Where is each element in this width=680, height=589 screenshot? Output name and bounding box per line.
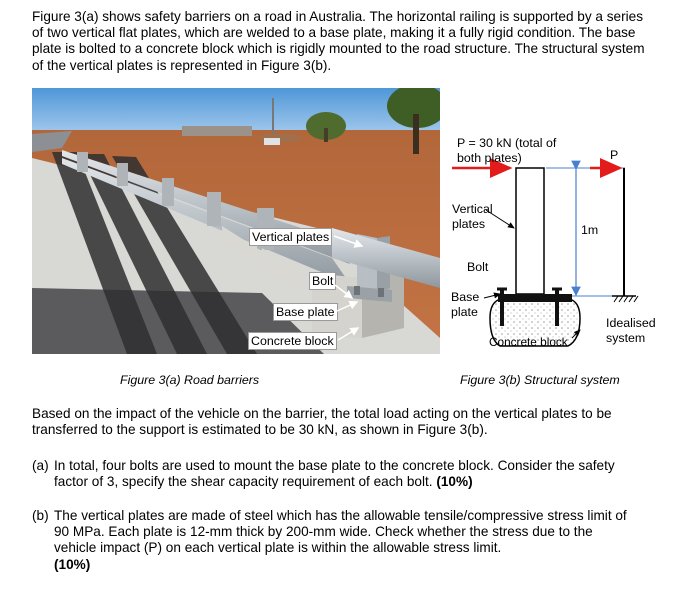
intro-paragraph: Figure 3(a) shows safety barriers on a road in Australia. The horizontal railing is supported by a series of two vertical flat plates, which are welded to a base plate, making it a fully rigid condition. The base plate is bolted to a concrete block which is rigidly mounted to the road structure. The structural system of the vertical plates is represented in Figure 3(b).	[32, 9, 645, 73]
figure-3b-caption: Figure 3(b) Structural system	[460, 373, 620, 387]
height-label: 1m	[581, 223, 599, 237]
concrete-block-label: Concrete block	[248, 332, 337, 350]
figure-3a-caption: Figure 3(a) Road barriers	[120, 373, 260, 387]
idealised-system-label: Idealised system	[606, 316, 656, 345]
question-b-label: (b)	[32, 508, 49, 523]
question-b-text: The vertical plates are made of steel which has the allowable tensile/compressive stress limit of 90 MPa. Each plate is 12-mm thick by 200-mm wide. Check whether the stress due to the vehicle impact (P) on each vertical plate is within the allowable stress limit. (10%)	[54, 508, 627, 572]
question-b-marks: (10%)	[54, 556, 91, 572]
idealised-load-label: P	[610, 148, 619, 162]
bolt-diagram-label: Bolt	[467, 260, 489, 274]
base-plate-shape	[498, 294, 572, 302]
load-description-paragraph: Based on the impact of the vehicle on the barrier, the total load acting on the vertical plates to be transferred to the support is estimated to be 30 kN, as shown in Figure 3(b).	[32, 406, 612, 438]
base-plate-label: Base plate	[273, 303, 338, 321]
question-a-text: In total, four bolts are used to mount the base plate to the concrete block. Consider the safety factor of 3, specify the shear capacity requirement of each bolt. (10%)	[54, 458, 615, 490]
vertical-plates-label: Vertical plates	[249, 228, 332, 246]
vertical-plates-diagram-label: Vertical plates	[452, 202, 493, 231]
load-label: P = 30 kN (total of both plates)	[457, 136, 557, 165]
bolt-label: Bolt	[309, 272, 336, 290]
question-a-marks: (10%)	[436, 474, 473, 490]
vertical-plate-shape	[516, 168, 544, 294]
question-a-label: (a)	[32, 458, 49, 473]
base-plate-diagram-label: Base plate	[451, 290, 480, 319]
concrete-block-diagram-label: Concrete block	[489, 335, 568, 349]
